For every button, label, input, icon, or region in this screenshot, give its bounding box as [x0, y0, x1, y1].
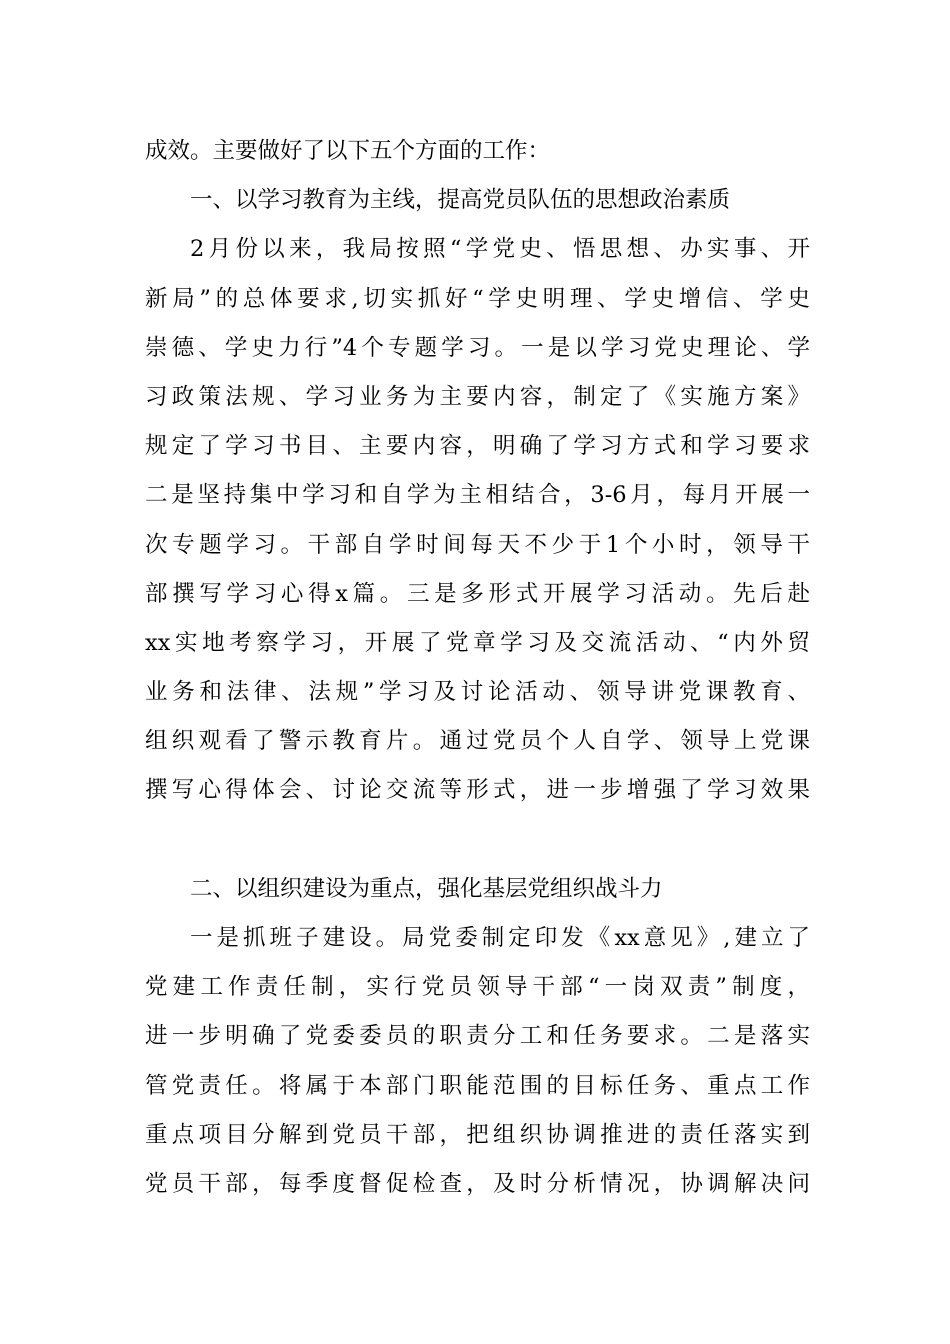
section-heading-2: 二、以组织建设为重点，强化基层党组织战斗力: [190, 875, 663, 902]
document-body: [145, 127, 810, 1209]
paragraph-start-line: 一是抓班子建设。局党委制定印发《xx意见》,建立了: [190, 925, 810, 951]
body-line: 业务和法律、法规”学习及讨论活动、领导讲党课教育、: [145, 679, 810, 706]
body-line: 管党责任。将属于本部门职能范围的目标任务、重点工作: [145, 1072, 810, 1099]
body-line: 新局”的总体要求,切实抓好“学史明理、学史增信、学史: [145, 285, 810, 312]
body-line: 党员干部，每季度督促检查，及时分析情况，协调解决问: [145, 1170, 810, 1197]
body-line: 二是坚持集中学习和自学为主相结合，3-6月，每月开展一: [145, 482, 810, 509]
body-line: 次专题学习。干部自学时间每天不少于1个小时，领导干: [145, 531, 810, 558]
body-line: xx实地考察学习，开展了党章学习及交流活动、“内外贸: [145, 629, 810, 656]
body-line: 撰写心得体会、讨论交流等形式，进一步增强了学习效果: [145, 777, 810, 804]
body-line: 部撰写学习心得x篇。三是多形式开展学习活动。先后赴: [145, 580, 810, 607]
body-line: 习政策法规、学习业务为主要内容，制定了《实施方案》: [145, 383, 810, 410]
body-line: 党建工作责任制，实行党员领导干部“一岗双责”制度，: [145, 974, 810, 1001]
body-line: 进一步明确了党委委员的职责分工和任务要求。二是落实: [145, 1023, 810, 1050]
body-line: 崇德、学史力行”4个专题学习。一是以学习党史理论、学: [145, 334, 810, 361]
body-line: 成效。主要做好了以下五个方面的工作：: [145, 138, 551, 164]
paragraph-gap: [145, 816, 810, 865]
body-line: 重点项目分解到党员干部，把组织协调推进的责任落实到: [145, 1121, 810, 1148]
body-line: 规定了学习书目、主要内容，明确了学习方式和学习要求: [145, 433, 810, 460]
section-heading-1: 一、以学习教育为主线，提高党员队伍的思想政治素质: [190, 187, 731, 214]
paragraph-start-line: 2月份以来，我局按照“学党史、悟思想、办实事、开: [190, 236, 810, 263]
body-line: 组织观看了警示教育片。通过党员个人自学、领导上党课: [145, 728, 810, 755]
